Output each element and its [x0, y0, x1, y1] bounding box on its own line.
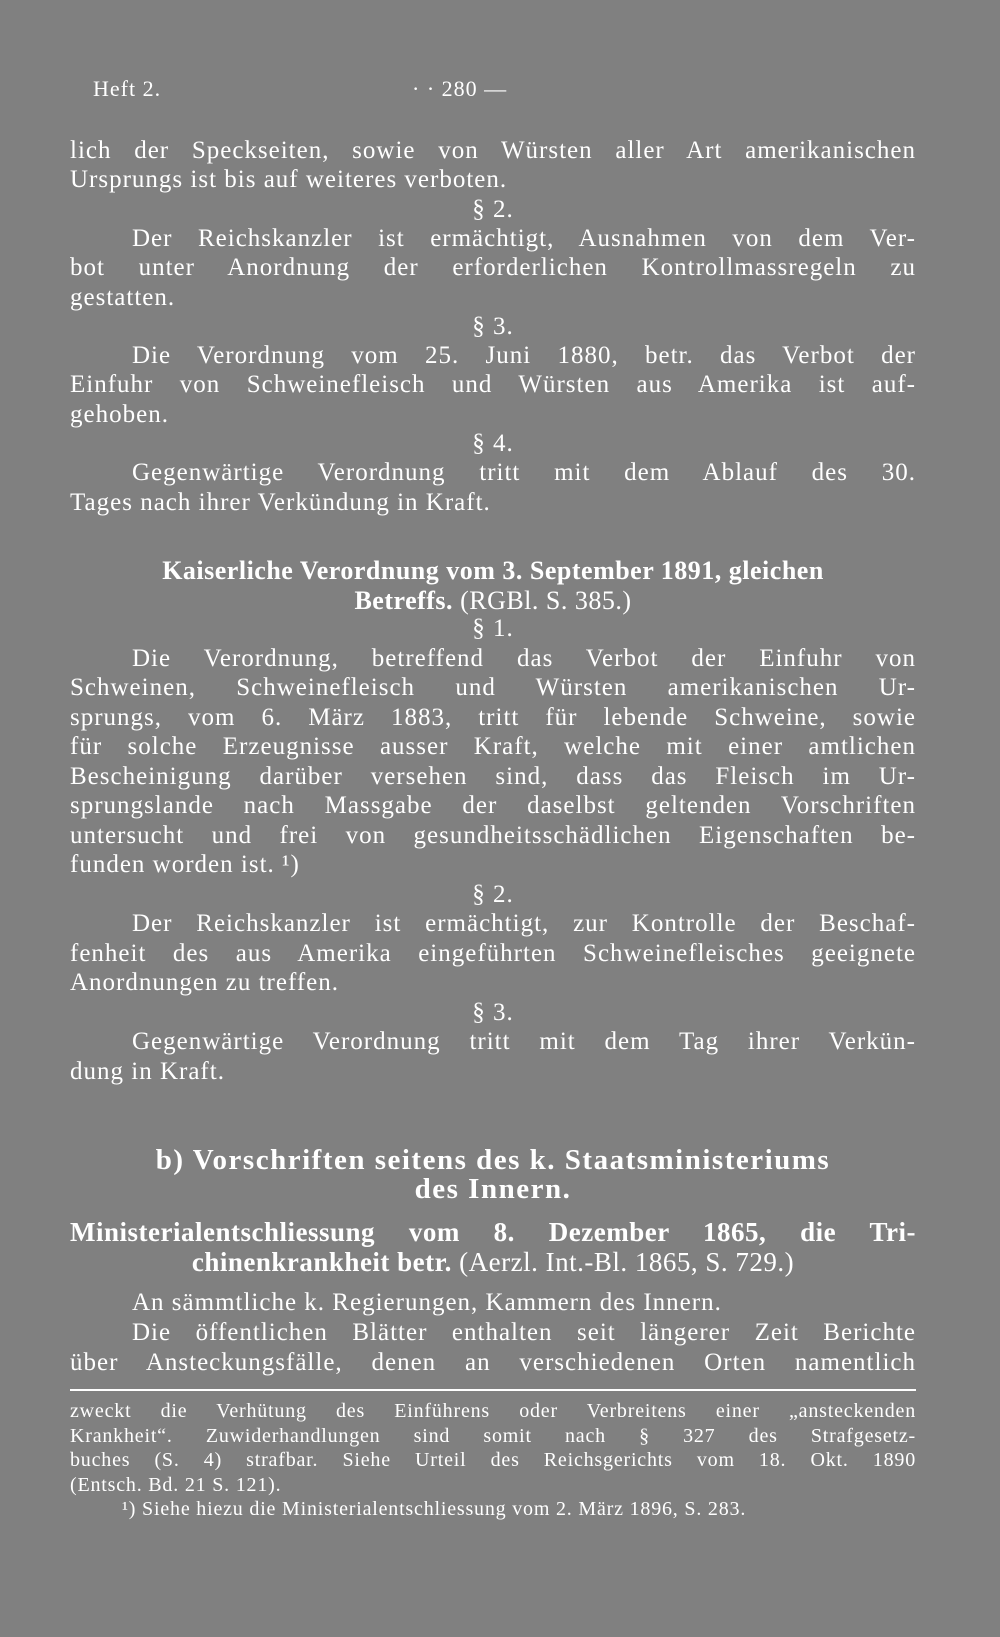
decree-text-line-4: sprungs, vom 6. März 1883, tritt für lebende Schweine, sowie	[70, 703, 916, 731]
decree-heading-line-1: Kaiserliche Verordnung vom 3. September 1891, gleichen	[162, 556, 824, 585]
text-line-4: Der Reichskanzler ist ermächtigt, Ausnahmen von dem Ver-	[132, 224, 916, 252]
text-line-7: § 3.	[472, 312, 514, 340]
text-line-2: Ursprungs ist bis auf weiteres verboten.	[70, 166, 508, 194]
decree-text-line-5: für solche Erzeugnisse ausser Kraft, welche mit einer amtlichen	[70, 733, 916, 760]
decree-text-line-10: § 2.	[472, 880, 514, 908]
text-line-10: gehoben.	[70, 400, 169, 428]
footnote-line-1: zweckt die Verhütung des Einführens oder Verbreitens einer „ansteckenden	[70, 1400, 916, 1422]
decree-heading-citation: (RGBl. S. 385.)	[453, 586, 632, 615]
decree-text-line-14: § 3.	[472, 998, 514, 1026]
decree-text-line-12: fenheit des aus Amerika eingeführten Schweinefleisches geeignete	[70, 939, 916, 967]
footnote-line-4: (Entsch. Bd. 21 S. 121).	[70, 1473, 282, 1496]
decree-heading-line-2	[70, 586, 916, 616]
text-line-13: Tages nach ihrer Verkündung in Kraft.	[70, 488, 491, 516]
text-line-8: Die Verordnung vom 25. Juni 1880, betr. das Verbot der	[132, 342, 916, 370]
page-number: · · 280 —	[412, 76, 508, 101]
text-line-5: bot unter Anordnung der erforderlichen Kontrollmassregeln zu	[70, 254, 916, 282]
decree-text-line-11: Der Reichskanzler ist ermächtigt, zur Kontrolle der Beschaf-	[132, 910, 916, 937]
text-line-9: Einfuhr von Schweinefleisch und Würsten aus Amerika ist auf-	[70, 371, 916, 399]
ministerial-heading-line-2	[70, 1247, 916, 1277]
footnote-line-5: ¹) Siehe hiezu die Ministerialentschliessung vom 2. März 1896, S. 283.	[122, 1498, 747, 1520]
footnote-divider	[70, 1389, 916, 1391]
footnote-line-2: Krankheit“. Zuwiderhandlungen sind somit nach § 327 des Strafgesetz-	[70, 1424, 916, 1447]
decree-text-line-1: § 1.	[472, 615, 514, 642]
ministerial-text-line-2: Die öffentlichen Blätter enthalten seit längerer Zeit Berichte	[132, 1319, 916, 1346]
decree-heading-betreffs: Betreffs.	[354, 586, 454, 615]
decree-text-line-7: sprungslande nach Massgabe der daselbst geltenden Vorschriften	[70, 792, 916, 819]
text-line-6: gestatten.	[70, 283, 176, 311]
section-heading-b-line-2: des Innern.	[414, 1173, 572, 1205]
decree-text-line-3: Schweinen, Schweinefleisch und Würsten amerikanischen Ur-	[70, 674, 916, 701]
decree-text-line-8: untersucht und frei von gesundheitsschädlichen Eigenschaften be-	[70, 821, 916, 849]
decree-text-line-2: Die Verordnung, betreffend das Verbot der Einfuhr von	[132, 644, 916, 672]
text-line-1: lich der Speckseiten, sowie von Würsten aller Art amerikanischen	[70, 137, 916, 164]
ministerial-text-line-3: über Ansteckungsfälle, denen an verschiedenen Orten namentlich	[70, 1349, 916, 1376]
decree-text-line-6: Bescheinigung darüber versehen sind, dass das Fleisch im Ur-	[70, 762, 916, 790]
text-line-11: § 4.	[472, 430, 514, 457]
running-header-left: Heft 2.	[93, 76, 162, 101]
text-line-3: § 2.	[472, 195, 514, 223]
ministerial-heading-title: chinenkrankheit betr.	[191, 1247, 452, 1277]
text-line-12: Gegenwärtige Verordnung tritt mit dem Ablauf des 30.	[132, 459, 916, 487]
decree-text-line-13: Anordnungen zu treffen.	[70, 969, 339, 996]
ministerial-heading-line-1: Ministerialentschliessung vom 8. Dezember 1865, die Tri-	[70, 1217, 916, 1247]
ministerial-text-line-1: An sämmtliche k. Regierungen, Kammern des Innern.	[132, 1289, 722, 1316]
footnote-line-3: buches (S. 4) strafbar. Siehe Urteil des Reichsgerichts vom 18. Okt. 1890	[70, 1449, 916, 1471]
decree-text-line-15: Gegenwärtige Verordnung tritt mit dem Tag ihrer Verkün-	[132, 1028, 916, 1055]
decree-text-line-16: dung in Kraft.	[70, 1057, 225, 1085]
ministerial-heading-citation: (Aerzl. Int.-Bl. 1865, S. 729.)	[451, 1247, 795, 1277]
decree-text-line-9: funden worden ist. ¹)	[70, 851, 300, 878]
section-heading-b-line-1: b) Vorschriften seitens des k. Staatsministeriums	[155, 1144, 831, 1176]
